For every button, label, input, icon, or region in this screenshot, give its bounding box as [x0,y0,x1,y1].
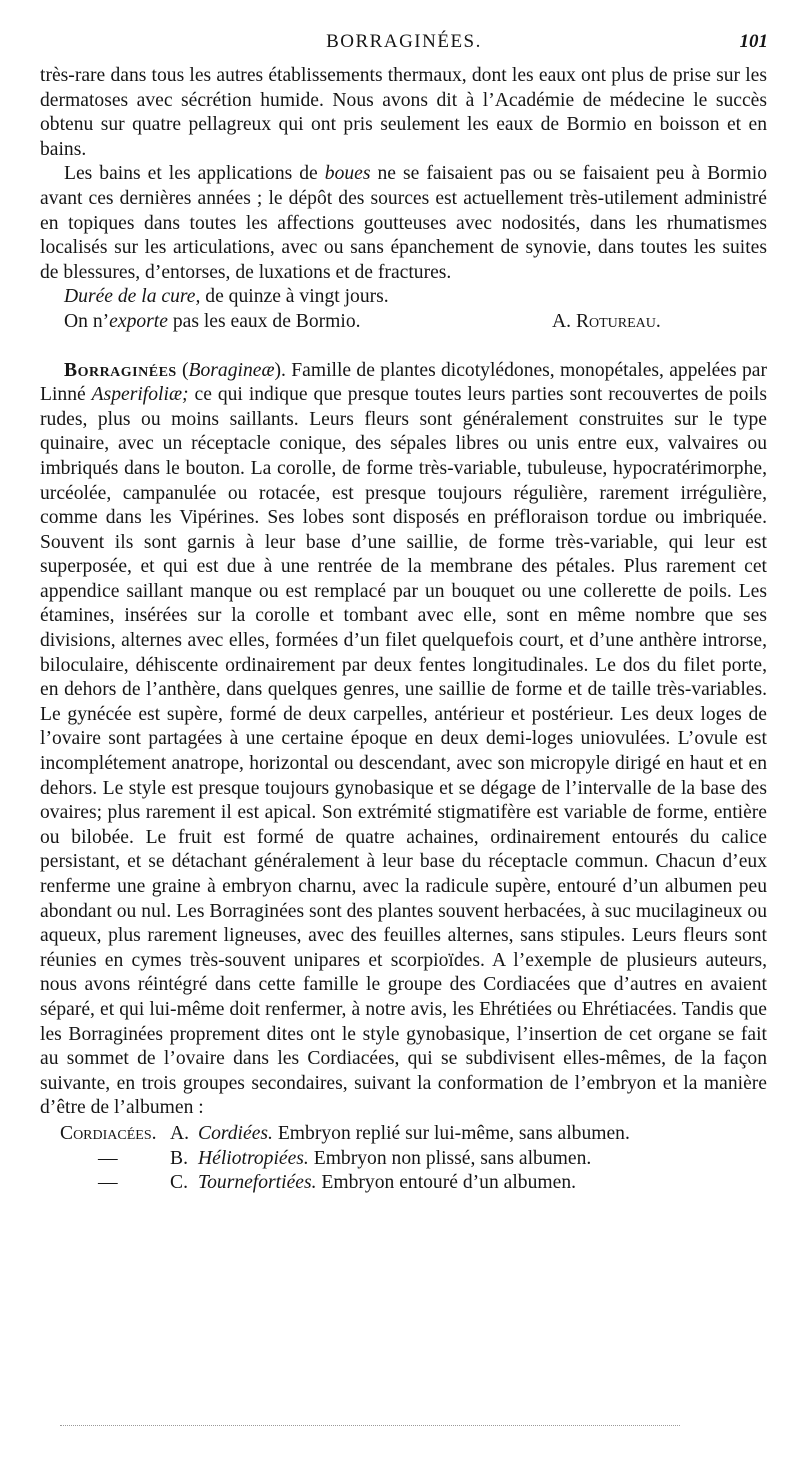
boues-italic: boues [324,163,371,185]
duree-text: de quinze à vingt jours. [200,286,389,308]
classification-label: Cordiacées. [60,1122,157,1144]
paragraph-continuation: très-rare dans tous les autres établissements thermaux, dont les eaux ont plus de prise sur les dermatoses avec sécrétion humide. Nous avons dit à l’Académie de médecine le succès obtenu sur quatre pellagreux qui ont pris seulement les eaux de Bormio en boisson et en bains. [40,65,767,160]
asperifoliae-italic: Asperifoliæ; [91,384,189,406]
latin-name: Boragineæ [188,359,275,381]
author-signature: A. Rotureau. [552,310,661,332]
running-title: BORRAGINÉES. [326,31,482,52]
classification-dash: — [98,1147,118,1169]
latin-open: ( [176,359,189,381]
classification-desc: Embryon replié sur lui-même, sans albumen. [272,1122,630,1144]
classification-list [40,1122,767,1196]
paragraph-duree [40,285,767,310]
boues-text-after: ne se faisaient pas ou se faisaient peu à Bormio avant ces dernières années ; le dépôt des sources est actuellement très-utilement administré en topiques dans toutes les affections goutteuses avec nodosités, dans les rhumatismes localisés sur les articulations, avec ou sans épanchement de synovie, dans toutes les suites de blessures, d’entorses, de luxations et de fractures. [40,163,767,283]
classification-row-a [40,1122,767,1147]
classification-letter: B. [170,1147,188,1169]
classification-desc: Embryon entouré d’un albumen. [316,1172,577,1194]
classification-row-c [40,1171,767,1196]
export-before: On n’ [64,310,110,332]
article-borraginees [40,359,767,1121]
section-gap [40,335,767,359]
classification-name: Tournefortiées. [198,1172,317,1194]
duree-italic: Durée de la cure, [64,286,201,308]
classification-letter: A. [170,1122,190,1144]
latin-close: ). [274,359,292,381]
export-after: pas les eaux de Bormio. [167,310,361,332]
running-header [40,31,768,57]
page-number: 101 [739,31,768,52]
classification-desc: Embryon non plissé, sans albumen. [308,1147,592,1169]
classification-dash: — [98,1172,118,1194]
page-body [40,64,767,1196]
article-text-2: ce qui indique que presque toutes leurs parties sont recouvertes de poils rudes, plus ou moins saillants. Leurs fleurs sont généralement construites sur le type quinaire, avec un réceptacle conique, des sépales libres ou unis entre eux, valvaires ou imbriqués dans le bouton. La corolle, de forme très-variable, tubuleuse, hypocratérimorphe, urcéolée, campanulée ou rotacée, est presque toujours régulière, rarement irrégulière, comme dans les Vipérines. Ses lobes sont disposés en préfloraison tordue ou imbriquée. Souvent ils sont garnis à leur base d’une saillie, de forme très-variable, qui leur est superposée, et qui est due à une rentrée de la membrane des pétales. Plus rarement cet appendice saillant manque ou est remplacé par un bouquet ou une collerette de poils. Les étamines, insérées sur la corolle et tombant avec elle, sont en même nombre que ses divisions, alternes avec elles, formées d’un filet quelquefois court, et d’une anthère introrse, biloculaire, déhiscente ordinairement par deux fentes longitudinales. Le dos du filet porte, en dehors de l’anthère, dans quelques genres, une saillie de forme et de taille très-variables. Le gynécée est supère, formé de deux carpelles, antérieur et postérieur. Les deux loges de l’ovaire sont partagées à une certaine époque en deux demi-loges uniovulées. L’ovule est incomplétement anatrope, horizontal ou descendant, avec son micropyle dirigé en haut et en dehors. Le style est presque toujours gynobasique et se dégage de l’intervalle de la base des ovaires; plus rarement il est apical. Son extrémité stigmatifère est variable de forme, entière ou bilobée. Le fruit est formé de quatre achaines, ordinairement entourés du calice persistant, et se détachant généralement à leur base du réceptacle commun. Chacun d’eux renferme une graine à embryon charnu, avec la radicule supère, entouré d’un albumen peu abondant ou nul. Les Borraginées sont des plantes souvent herbacées, à suc mucilagineux ou aqueux, plus rarement ligneuses, avec des feuilles alternes, sans stipules. Leurs fleurs sont réunies en cymes très-souvent unipares et scorpioïdes. A l’exemple de plusieurs auteurs, nous avons réintégré dans cette famille le groupe des Cordiacées que d’autres en avaient séparé, et qui lui-même doit renfermer, à notre avis, les Ehrétiées ou Ehrétiacées. Tandis que les Borraginées proprement dites ont le style gynobasique, l’insertion de cet organe se fait au sommet de l’ovaire dans les Cordiacées, qui se subdivisent elles-mêmes, de la façon suivante, en trois groupes secondaires, suivant la conformation de l’embryon et la manière d’être de l’albumen : [40,384,767,1119]
paragraph-boues [40,162,767,285]
paragraph-export [40,310,767,335]
boues-text-before: Les bains et les applications de [64,163,325,185]
classification-row-b [40,1147,767,1172]
footer-dotted-rule [60,1425,680,1426]
export-italic: exporte [109,310,168,332]
classification-name: Héliotropiées. [198,1147,309,1169]
classification-letter: C. [170,1172,188,1194]
classification-name: Cordiées. [198,1122,273,1144]
article-text-1: Famille de plantes dicotylédones, monopétales, appelées par Linné [40,359,767,406]
article-headword: Borraginées [64,359,177,381]
